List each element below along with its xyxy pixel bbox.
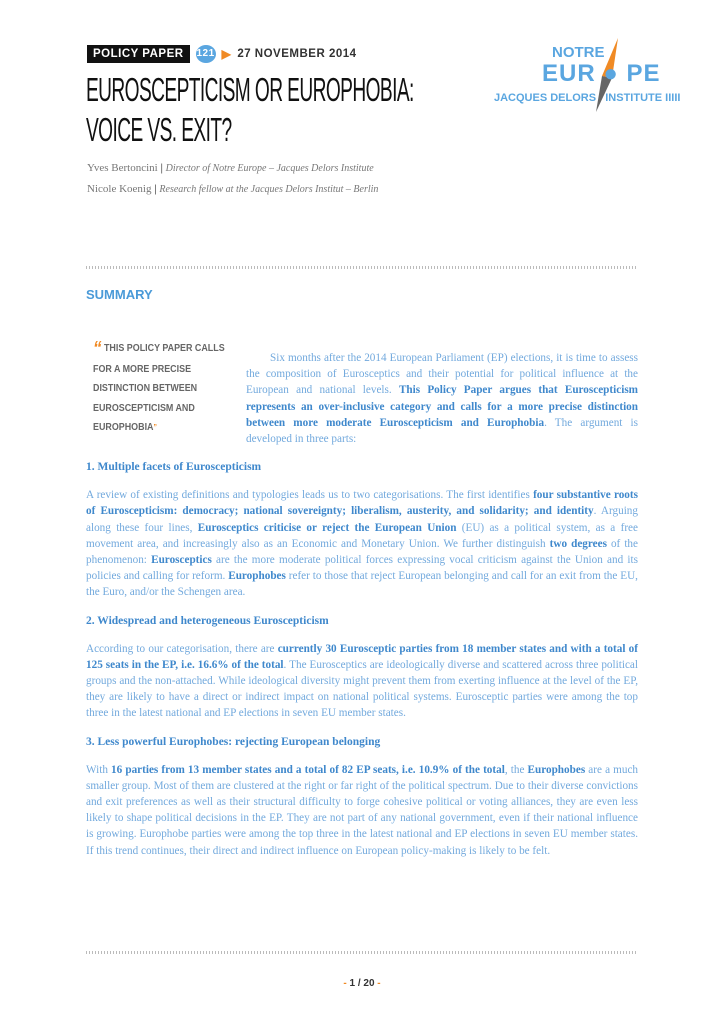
text-run: With — [86, 763, 112, 776]
emphasized-text: two degrees — [549, 537, 607, 550]
section-heading: 2. Widespread and heterogeneous Euroscepticism — [86, 614, 329, 627]
title-line-2: VOICE VS. EXIT? — [86, 111, 232, 148]
quote-text: THIS POLICY PAPER CALLS FOR A MORE PRECISE DISTINCTION BETWEEN EUROSCEPTICISM AND EUROPHOBIA — [93, 342, 225, 433]
text-run: . Arguing along these four lines, — [86, 505, 638, 534]
emphasized-text: Europhobes — [228, 570, 286, 583]
authors — [87, 158, 378, 200]
text-run: , the — [504, 763, 528, 776]
emphasized-text: 16 parties from 13 member states and a total of 82 EP seats, i.e. 10.9% of the total — [111, 763, 505, 776]
author-name: Nicole Koenig — [87, 183, 152, 195]
author: Yves Bertoncini | Director of Notre Europe – Jacques Delors Institute — [87, 162, 374, 174]
emphasized-text: Eurosceptics criticise or reject the European Union — [197, 521, 457, 534]
text-run: According to our categorisation, there are — [86, 642, 278, 655]
author-role: Director of Notre Europe – Jacques Delors Institute — [165, 163, 374, 174]
logo-text: NOTRE — [552, 44, 605, 61]
summary-heading: SUMMARY — [86, 287, 153, 302]
text-run: are the more moderate political forces expressing vocal criticism against the Union and its policies and calling for reform. — [86, 554, 638, 583]
emphasized-text: Eurosceptics — [151, 554, 212, 567]
section-heading: 1. Multiple facets of Euroscepticism — [86, 461, 262, 474]
arrow-icon: ▶ — [221, 46, 232, 61]
author-role: Research fellow at the Jacques Delors Institut – Berlin — [159, 184, 379, 195]
text-run: . The argument is developed in three parts: — [246, 416, 639, 446]
logo-text: INSTITUTE — [605, 92, 663, 104]
text-run: A review of existing definitions and typologies leads us to two categorisations. The first identifies — [86, 489, 534, 502]
document-kicker — [87, 44, 357, 63]
page-number: 1 / 20 — [349, 978, 375, 989]
body-paragraph — [86, 641, 638, 722]
author: Nicole Koenig | Research fellow at the Jacques Delors Institut – Berlin — [87, 183, 379, 195]
section-heading: 3. Less powerful Europhobes: rejecting European belonging — [86, 735, 381, 748]
quote-mark-icon: “ — [93, 338, 102, 360]
text-run: (EU) as a political system, as a free movement area, and increasingly also as an Economic and Monetary Union. We further distinguish — [86, 521, 638, 550]
author-name: Yves Bertoncini — [87, 162, 158, 174]
text-run: . The Eurosceptics are ideologically diverse and scattered across three political groups and the non-attached. While ideological diversity might prevent them from exerting influence at the level of the EP, they are likely to have a direct or indirect impact on national political systems. Eurosceptic parties were among the top three in the latest national and EP elections in seven EU member states. — [86, 658, 638, 720]
policy-paper-label: POLICY PAPER — [87, 45, 190, 63]
page-footer: - 1 / 20 - — [343, 978, 381, 989]
emphasized-text: currently 30 Eurosceptic parties from 18 member states and with a total of 125 seats in the EP, i.e. 16.6% of the total — [86, 642, 638, 671]
publication-date: 27 NOVEMBER 2014 — [237, 47, 357, 60]
notre-europe-logo: NOTRE EUR ● PE JACQUES DELORS INSTITUTE IIIII — [500, 34, 660, 114]
document-title — [86, 70, 414, 150]
body-paragraph — [86, 487, 638, 600]
text-run: Six months after the 2014 European Parliament (EP) elections, it is time to assess the composition of Eurosceptics and their potential for political influence at the European and national levels. — [246, 352, 638, 397]
logo-text: PE — [626, 60, 661, 87]
summary-body — [86, 350, 638, 859]
emphasized-text: four substantive roots of Euroscepticism: democracy; national sovereignty; liberalism, austerity, and solidarity; and identity — [86, 489, 638, 518]
divider — [86, 951, 638, 954]
text-run: are a much smaller group. Most of them are clustered at the right or far right of the political spectrum. Due to their diverse convictions and exit preferences as well as their structural difficulty to forge cohesive political or voting alliances, they are even less likely to shape political decisions in the EP. They are not part of any national government, even if their national influence is growing. Europhobe parties were among the top three in the latest national and EP elections in seven EU member states. If this trend continues, their direct and indirect influence on European policy-making is likely to be felt. — [86, 763, 639, 857]
paper-number-badge: 121 — [196, 45, 216, 63]
divider — [86, 266, 638, 269]
quote-mark-icon: ” — [153, 423, 157, 432]
logo-text: EUR — [542, 60, 596, 87]
intro-paragraph — [246, 350, 638, 447]
emphasized-text: Europhobes — [527, 763, 586, 776]
logo-text: JACQUES DELORS — [494, 92, 597, 104]
text-run: refer to those that reject European belonging and call for an exit from the EU, the Euro, and/or the Schengen area. — [86, 570, 638, 599]
title-line-1: EUROSCEPTICISM OR EUROPHOBIA: — [86, 71, 414, 108]
text-run: of the phenomenon: — [86, 537, 638, 567]
body-paragraph — [86, 762, 638, 859]
emphasized-text: This Policy Paper argues that Euroscepticism represents an over-inclusive category and calls for a more precise distinction between more moderate Euroscepticism and Europhobia — [246, 384, 638, 429]
